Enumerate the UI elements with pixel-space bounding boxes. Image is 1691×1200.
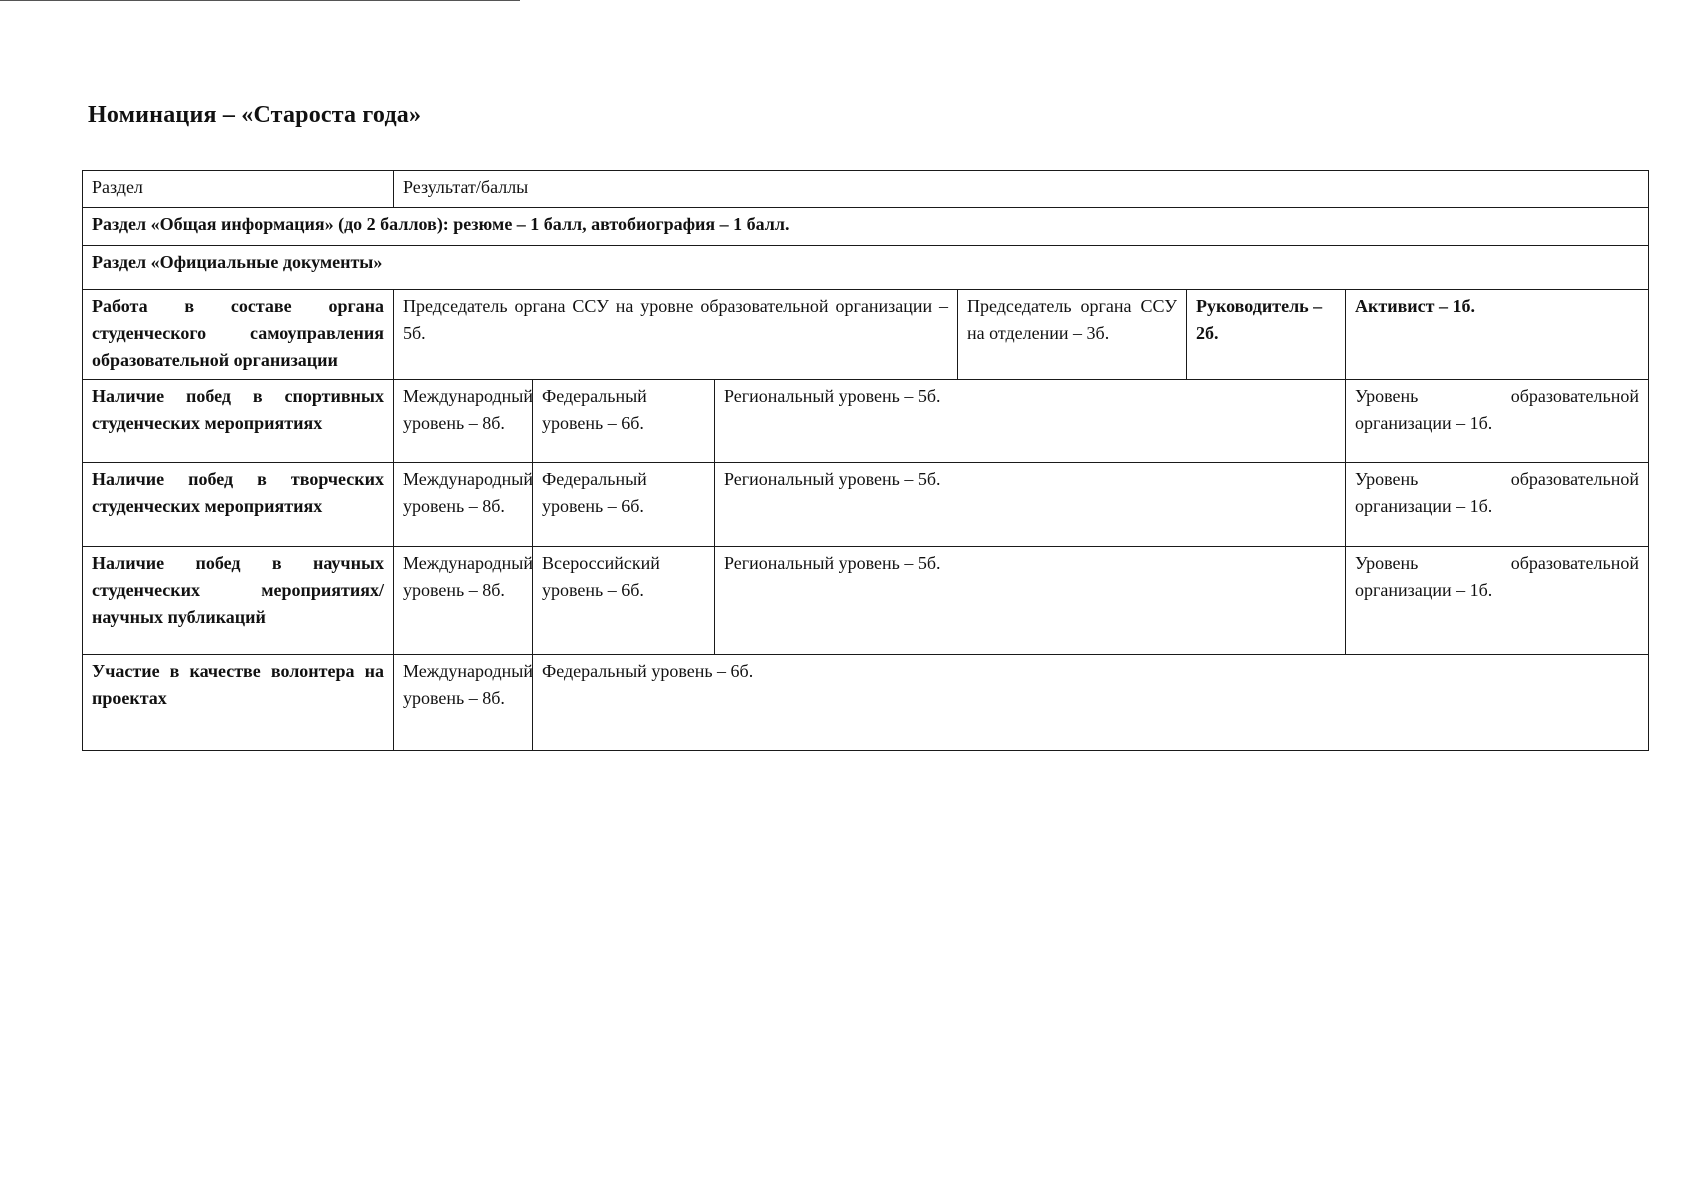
score-cell: Уровень образовательной организации – 1б. [1346, 380, 1649, 463]
score-cell: Уровень образовательной организации – 1б. [1346, 463, 1649, 547]
table-row [83, 547, 1649, 655]
general-info-cell: Раздел «Общая информация» (до 2 баллов): резюме – 1 балл, автобиография – 1 балл. [83, 208, 1649, 246]
score-cell: Региональный уровень – 5б. [715, 463, 1346, 547]
score-cell: Всероссийский уровень – 6б. [533, 547, 715, 655]
score-cell: Федеральный уровень – 6б. [533, 380, 715, 463]
score-cell: Активист – 1б. [1346, 290, 1649, 380]
page-title: Номинация – «Староста года» [88, 102, 422, 128]
score-cell: Региональный уровень – 5б. [715, 547, 1346, 655]
row-section-cell: Наличие побед в спортивных студенческих мероприятиях [83, 380, 394, 463]
score-cell: Федеральный уровень – 6б. [533, 463, 715, 547]
score-cell: Международный уровень – 8б. [394, 380, 533, 463]
score-cell: Уровень образовательной организации – 1б. [1346, 547, 1649, 655]
official-docs-cell: Раздел «Официальные документы» [83, 246, 1649, 290]
score-cell: Руководитель – 2б. [1187, 290, 1346, 380]
score-cell: Международный уровень – 8б. [394, 547, 533, 655]
table-header-row [83, 171, 1649, 208]
criteria-table [82, 170, 1649, 751]
scan-edge-line [0, 0, 520, 1]
table-row [83, 290, 1649, 380]
row-section-cell: Наличие побед в научных студенческих мероприятиях/научных публикаций [83, 547, 394, 655]
score-cell: Международный уровень – 8б. [394, 655, 533, 751]
official-docs-row [83, 246, 1649, 290]
row-section-cell: Участие в качестве волонтера на проектах [83, 655, 394, 751]
header-section-cell: Раздел [83, 171, 394, 208]
table-row [83, 655, 1649, 751]
score-cell: Региональный уровень – 5б. [715, 380, 1346, 463]
table-row [83, 380, 1649, 463]
row-section-cell: Работа в составе органа студенческого самоуправления образовательной организации [83, 290, 394, 380]
score-cell: Федеральный уровень – 6б. [533, 655, 1649, 751]
score-cell: Международный уровень – 8б. [394, 463, 533, 547]
row-section-cell: Наличие побед в творческих студенческих мероприятиях [83, 463, 394, 547]
general-info-row [83, 208, 1649, 246]
score-cell: Председатель органа ССУ на уровне образовательной организации – 5б. [394, 290, 958, 380]
header-result-cell: Результат/баллы [394, 171, 1649, 208]
score-cell: Председатель органа ССУ на отделении – 3б. [958, 290, 1187, 380]
table-row [83, 463, 1649, 547]
